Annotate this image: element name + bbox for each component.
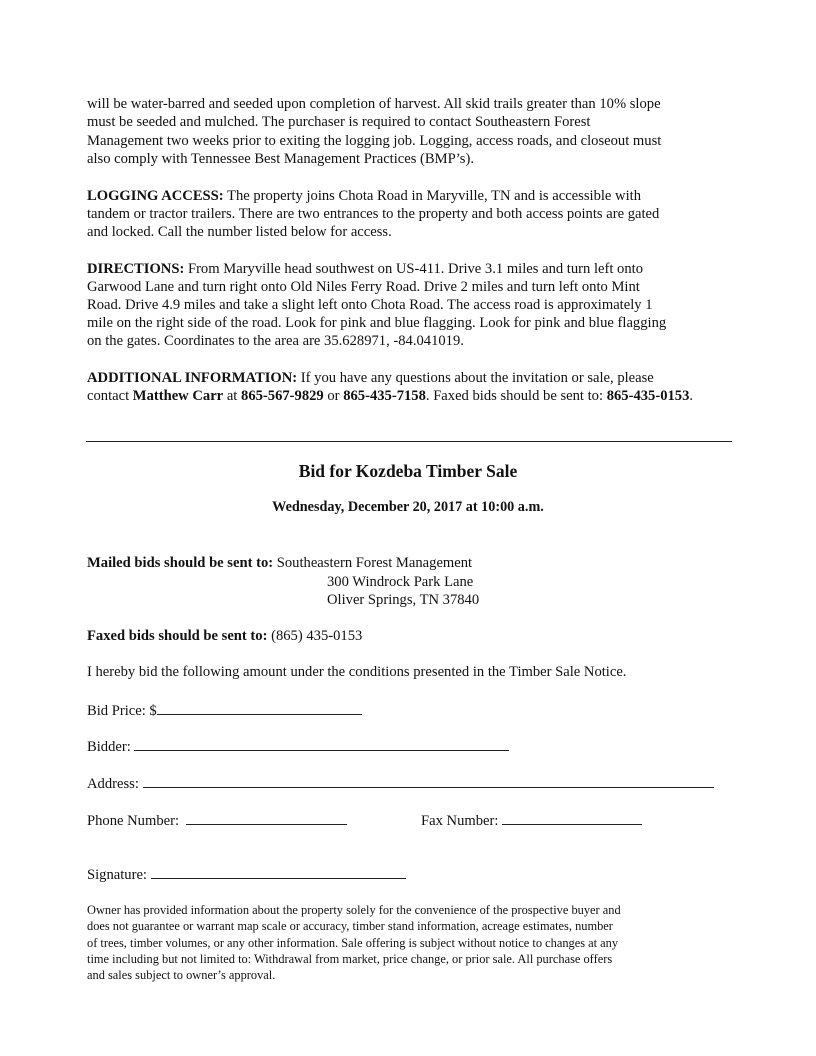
signature-field[interactable]: [151, 864, 406, 879]
bold-text: 865-567-9829: [241, 388, 324, 404]
text: and locked. Call the number listed below for access.: [87, 224, 392, 240]
text: .: [689, 388, 694, 404]
faxed-bids-label: Faxed bids should be sent to:: [87, 628, 268, 644]
fax-label: Fax Number:: [421, 813, 499, 829]
mailed-bids-row: [87, 554, 472, 572]
address-row: [87, 773, 714, 793]
phone-row: [87, 810, 347, 830]
logging-access-paragraph-line: [87, 205, 659, 223]
bold-text: ADDITIONAL INFORMATION:: [87, 370, 298, 386]
bold-text: 865-435-0153: [606, 388, 690, 404]
disclaimer-line: and sales subject to owner’s approval.: [87, 968, 276, 983]
bid-price-label: Bid Price: $: [87, 703, 157, 719]
text: Garwood Lane and turn right onto Old Niles Ferry Road. Drive 2 miles and turn left onto Mint: [87, 279, 640, 295]
disclaimer-line: time including but not limited to: Withdrawal from market, price change, or prior sale. All purchase offers: [87, 951, 613, 966]
text: will be water-barred and seeded upon completion of harvest. All skid trails greater than 10% slope: [87, 96, 661, 112]
disclaimer-line: of trees, timber volumes, or any other information. Sale offering is subject without notice to changes at any: [87, 935, 619, 950]
harvest-paragraph-line: [87, 113, 590, 131]
bold-text: DIRECTIONS:: [87, 261, 185, 277]
additional-information-paragraph-line: [87, 387, 693, 405]
text: . Faxed bids should be sent to:: [425, 388, 607, 404]
bid-price-field[interactable]: [157, 700, 362, 715]
phone-field[interactable]: [186, 810, 347, 825]
text: or: [323, 388, 344, 404]
directions-paragraph-line: [87, 332, 464, 350]
text: contact: [87, 388, 133, 404]
address-label: Address:: [87, 776, 139, 792]
text: must be seeded and mulched. The purchaser is required to contact Southeastern Forest: [87, 114, 591, 130]
text: mile on the right side of the road. Look for pink and blue flagging. Look for pink and blue flagging: [87, 315, 667, 331]
directions-paragraph-line: [87, 314, 666, 332]
logging-access-paragraph-line: [87, 187, 641, 205]
phone-label: Phone Number:: [87, 813, 180, 829]
bold-text: Matthew Carr: [132, 388, 224, 404]
bid-form-title: Bid for Kozdeba Timber Sale: [298, 461, 518, 481]
text: The property joins Chota Road in Maryville, TN and is accessible with: [223, 188, 641, 204]
text: tandem or tractor trailers. There are two entrances to the property and both access points are gated: [87, 206, 660, 222]
mailed-address-line-1: Southeastern Forest Management: [276, 555, 473, 571]
harvest-paragraph-line: [87, 95, 661, 113]
harvest-paragraph-line: [87, 132, 661, 150]
signature-row: [87, 864, 406, 884]
address-field[interactable]: [143, 773, 714, 788]
section-divider: [86, 441, 732, 442]
text: on the gates. Coordinates to the area are 35.628971, -84.041019.: [87, 333, 464, 349]
text: Road. Drive 4.9 miles and take a slight left onto Chota Road. The access road is approximately 1: [87, 297, 653, 313]
bid-date: Wednesday, December 20, 2017 at 10:00 a.m.: [272, 499, 544, 515]
mailed-bids-label: Mailed bids should be sent to:: [87, 555, 274, 571]
additional-information-paragraph-line: [87, 369, 654, 387]
disclaimer-line: Owner has provided information about the property solely for the convenience of the prospective buyer and: [87, 903, 621, 917]
harvest-paragraph-line: [87, 150, 474, 168]
text: also comply with Tennessee Best Management Practices (BMP’s).: [87, 151, 474, 167]
fax-row: [421, 810, 642, 830]
text: If you have any questions about the invitation or sale, please: [297, 370, 654, 386]
signature-label: Signature:: [87, 867, 147, 883]
faxed-bids-number: (865) 435-0153: [271, 628, 363, 644]
disclaimer-line: does not guarantee or warrant map scale or accuracy, timber stand information, acreage estimates, number: [87, 919, 613, 934]
bid-price-row: [87, 700, 362, 720]
bidder-field[interactable]: [134, 736, 509, 751]
directions-paragraph-line: [87, 296, 653, 314]
bidder-row: [87, 736, 509, 756]
logging-access-paragraph-line: [87, 223, 392, 241]
text: at: [223, 388, 242, 404]
text: Management two weeks prior to exiting the logging job. Logging, access roads, and closeout must: [87, 133, 662, 149]
mailed-address-line-2: 300 Windrock Park Lane: [327, 574, 474, 590]
bidder-label: Bidder:: [87, 739, 131, 755]
bid-statement: I hereby bid the following amount under the conditions presented in the Timber Sale Notice.: [87, 664, 627, 680]
fax-field[interactable]: [502, 810, 642, 825]
mailed-address-line-3: Oliver Springs, TN 37840: [327, 592, 480, 608]
directions-paragraph-line: [87, 260, 643, 278]
bold-text: 865-435-7158: [343, 388, 426, 404]
faxed-bids-row: [87, 627, 362, 645]
bold-text: LOGGING ACCESS:: [87, 188, 224, 204]
directions-paragraph-line: [87, 278, 640, 296]
text: From Maryville head southwest on US-411. Drive 3.1 miles and turn left onto: [184, 261, 644, 277]
